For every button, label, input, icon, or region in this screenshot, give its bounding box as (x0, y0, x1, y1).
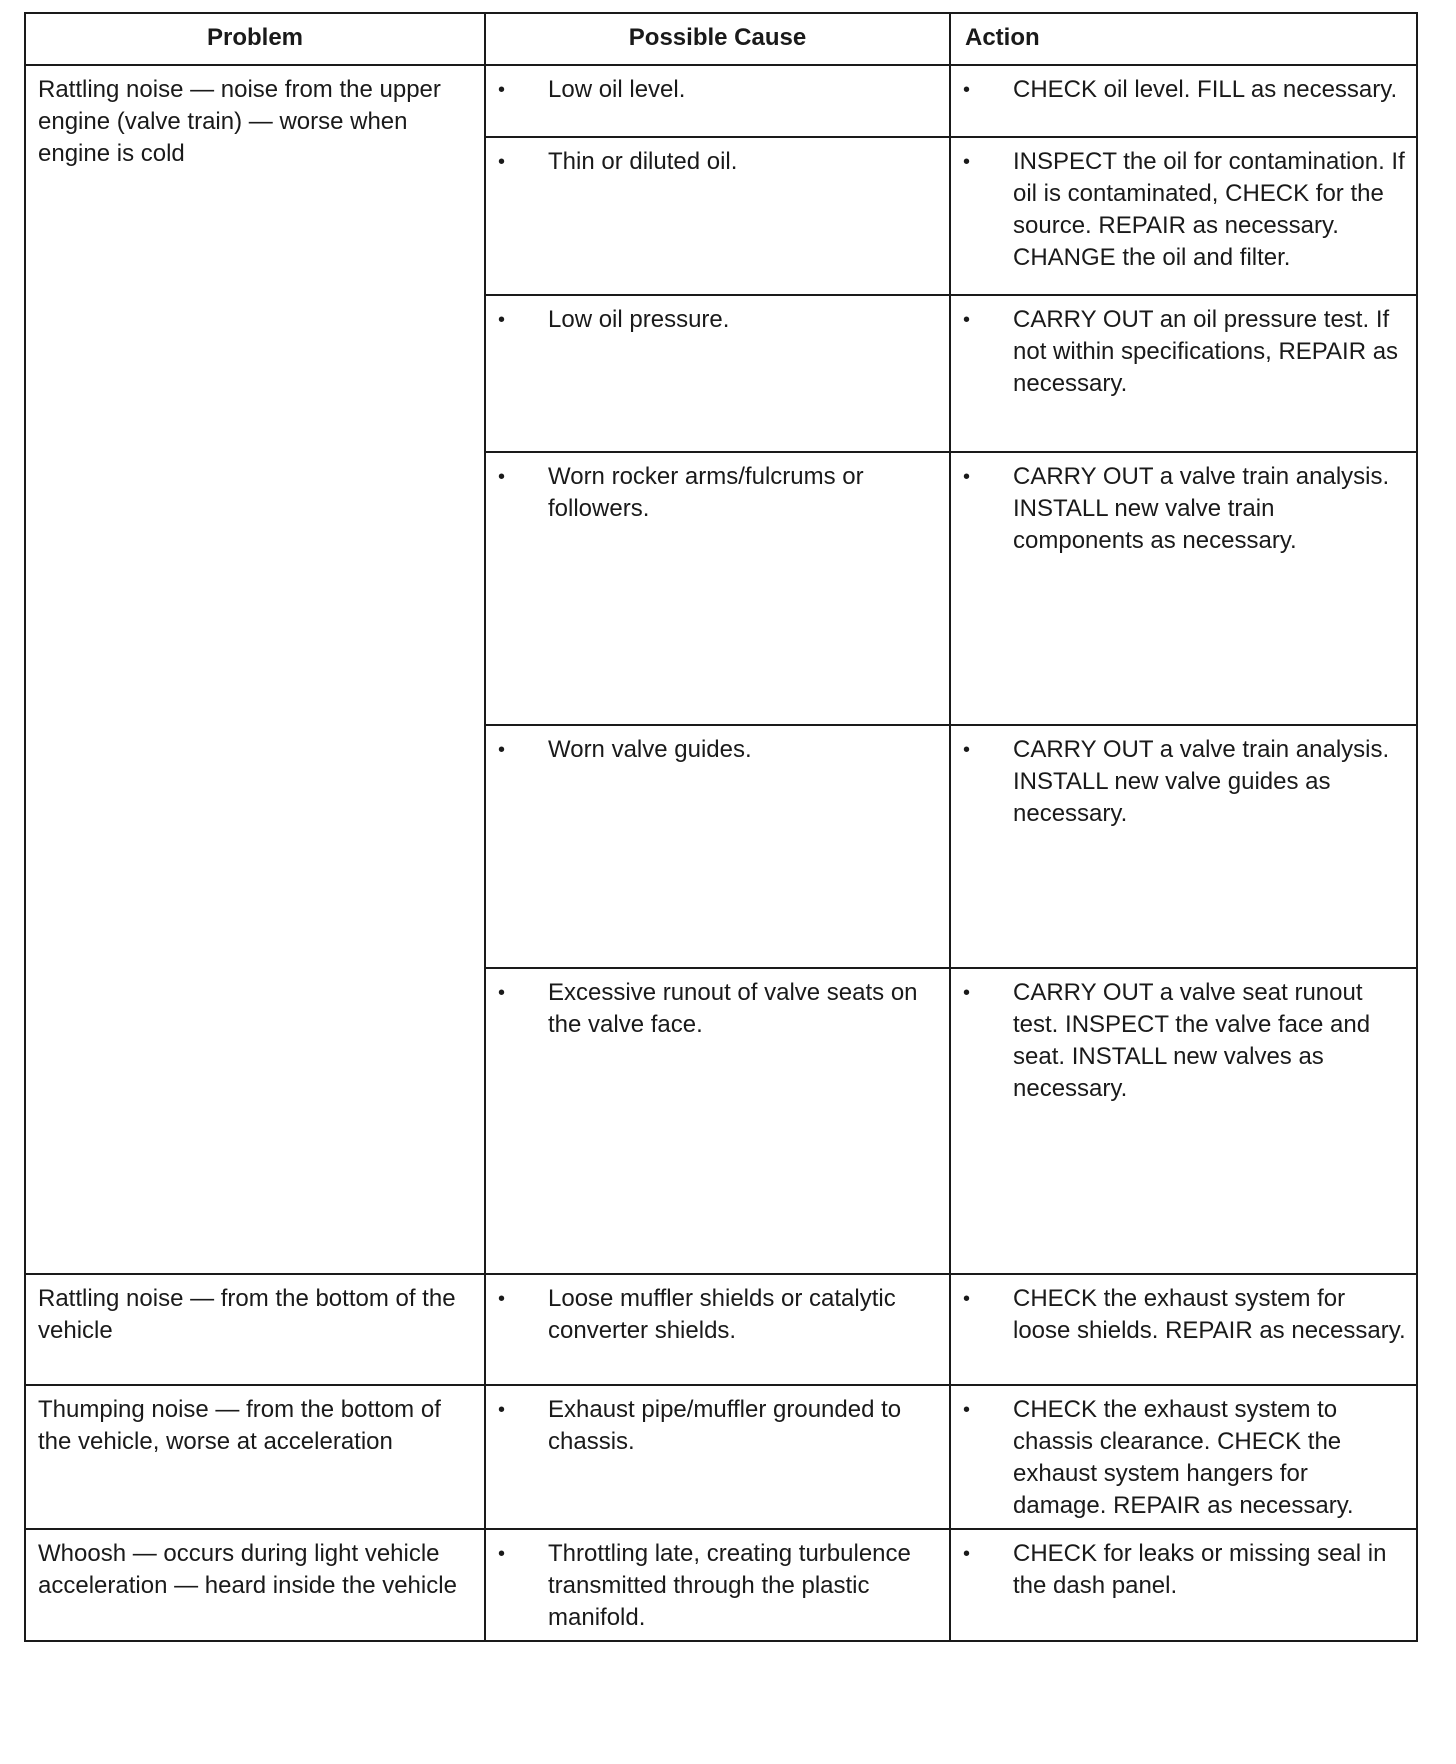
bullet: • (498, 79, 506, 101)
action-cell (950, 137, 1417, 295)
action-text: CHECK the exhaust system to chassis clearance. CHECK the exhaust system hangers for damage. REPAIR as necessary. (1013, 1396, 1354, 1519)
table-row (25, 1274, 1417, 1385)
action-cell (950, 1529, 1417, 1641)
cause-cell (485, 1529, 950, 1641)
bullet: • (963, 1543, 971, 1565)
problem-cell: Rattling noise — noise from the upper engine (valve train) — worse when engine is cold (25, 65, 485, 1274)
cause-cell (485, 452, 950, 725)
problem-cell: Thumping noise — from the bottom of the vehicle, worse at acceleration (25, 1385, 485, 1529)
cause-cell (485, 1385, 950, 1529)
action-cell (950, 65, 1417, 137)
problem-cell: Whoosh — occurs during light vehicle acceleration — heard inside the vehicle (25, 1529, 485, 1641)
table-row (25, 65, 1417, 137)
cause-text: Low oil level. (548, 76, 686, 103)
cause-header: Possible Cause (485, 13, 950, 65)
bullet: • (498, 309, 506, 331)
cause-cell (485, 968, 950, 1274)
cause-text: Worn rocker arms/fulcrums or followers. (548, 463, 864, 522)
bullet: • (963, 982, 971, 1004)
action-text: INSPECT the oil for contamination. If oil is contaminated, CHECK for the source. REPAIR as necessary. CHANGE the oil and filter. (1013, 148, 1405, 271)
action-cell (950, 725, 1417, 968)
bullet: • (963, 79, 971, 101)
bullet: • (498, 739, 506, 761)
action-header: Action (950, 13, 1417, 65)
bullet: • (963, 309, 971, 331)
cause-text: Throttling late, creating turbulence transmitted through the plastic manifold. (548, 1540, 911, 1631)
bullet: • (963, 739, 971, 761)
cause-cell (485, 137, 950, 295)
cause-text: Excessive runout of valve seats on the valve face. (548, 979, 918, 1038)
action-text: CARRY OUT a valve seat runout test. INSPECT the valve face and seat. INSTALL new valves as necessary. (1013, 979, 1371, 1102)
bullet: • (498, 1543, 506, 1565)
cause-text: Loose muffler shields or catalytic converter shields. (548, 1285, 896, 1344)
cause-text: Thin or diluted oil. (548, 148, 738, 175)
bullet: • (963, 1399, 971, 1421)
table-row (25, 1529, 1417, 1641)
header-row (25, 13, 1417, 65)
action-cell (950, 1385, 1417, 1529)
action-cell (950, 968, 1417, 1274)
bullet: • (498, 466, 506, 488)
action-text: CHECK the exhaust system for loose shields. REPAIR as necessary. (1013, 1285, 1406, 1344)
bullet: • (498, 1288, 506, 1310)
action-text: CARRY OUT a valve train analysis. INSTALL new valve train components as necessary. (1013, 463, 1390, 554)
bullet: • (963, 1288, 971, 1310)
bullet: • (963, 151, 971, 173)
cause-text: Low oil pressure. (548, 306, 730, 333)
action-cell (950, 1274, 1417, 1385)
cause-cell (485, 725, 950, 968)
action-cell (950, 295, 1417, 452)
diagnosis-table (24, 12, 1418, 1642)
bullet: • (498, 1399, 506, 1421)
action-text: CARRY OUT a valve train analysis. INSTALL new valve guides as necessary. (1013, 736, 1390, 827)
cause-text: Worn valve guides. (548, 736, 752, 763)
cause-cell (485, 295, 950, 452)
bullet: • (963, 466, 971, 488)
cause-cell (485, 1274, 950, 1385)
action-text: CARRY OUT an oil pressure test. If not within specifications, REPAIR as necessary. (1013, 306, 1399, 397)
action-text: CHECK oil level. FILL as necessary. (1013, 76, 1398, 103)
problem-cell: Rattling noise — from the bottom of the vehicle (25, 1274, 485, 1385)
bullet: • (498, 151, 506, 173)
cause-text: Exhaust pipe/muffler grounded to chassis. (548, 1396, 902, 1455)
bullet: • (498, 982, 506, 1004)
action-cell (950, 452, 1417, 725)
action-text: CHECK for leaks or missing seal in the dash panel. (1013, 1540, 1387, 1599)
table-row (25, 1385, 1417, 1529)
problem-header: Problem (25, 13, 485, 65)
cause-cell (485, 65, 950, 137)
